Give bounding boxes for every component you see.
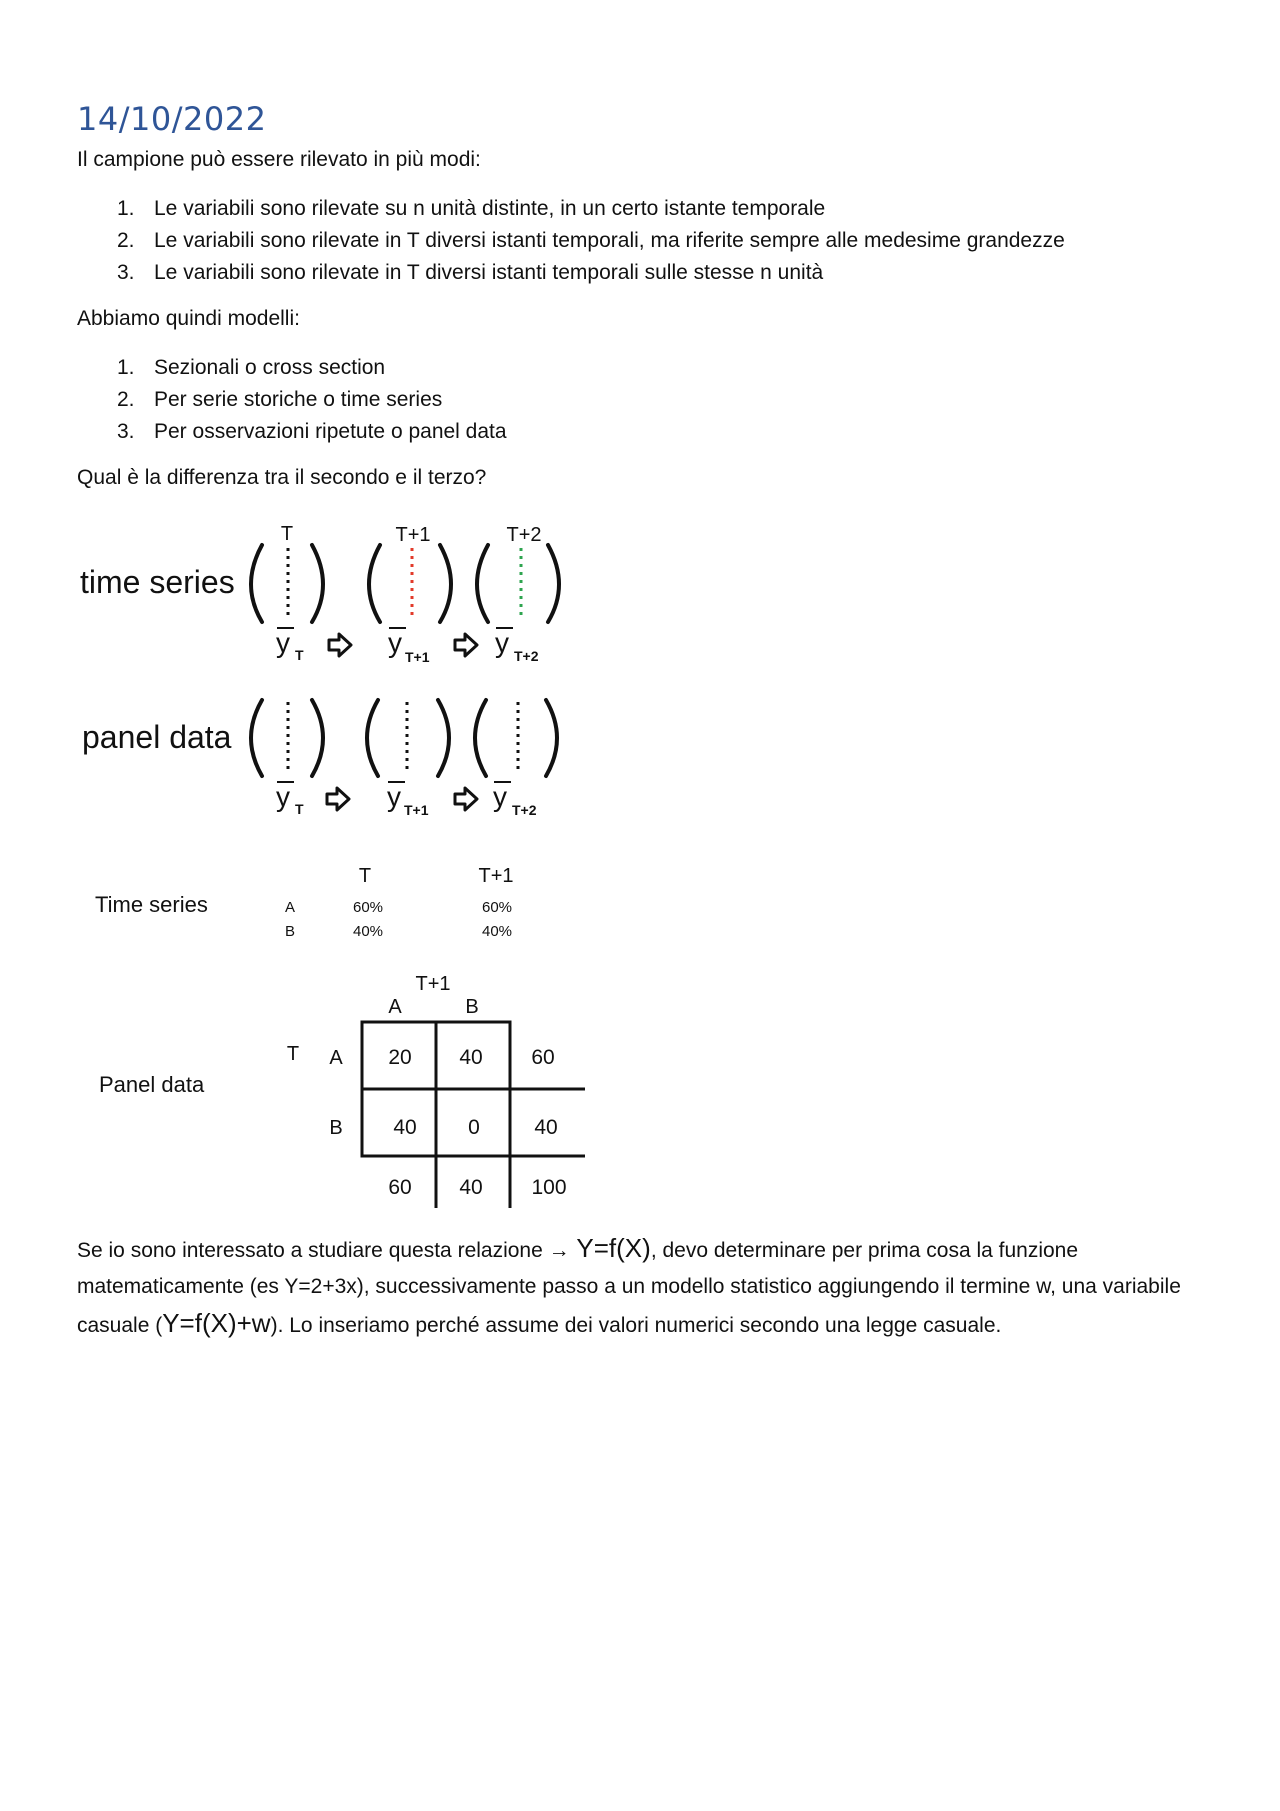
intro-text: Il campione può essere rilevato in più modi:	[77, 148, 481, 171]
models-intro: Abbiamo quindi modelli:	[77, 307, 300, 330]
y-letter: y	[493, 781, 507, 812]
arrow-icon	[455, 788, 477, 810]
ts-cell: 60%	[352, 899, 384, 916]
arrow-icon	[327, 788, 349, 810]
formula-text: Y=f(X)	[569, 1233, 651, 1263]
y-letter: y	[387, 781, 401, 812]
right-paren	[440, 545, 451, 622]
top-label: T+1	[395, 524, 431, 546]
panel-cell: 60	[531, 1046, 555, 1069]
formula-text: Y=f(X)+w	[162, 1308, 271, 1338]
ts-row-name: A	[284, 899, 296, 916]
arrow-icon	[455, 634, 477, 656]
right-paren	[438, 700, 449, 776]
ts-cell: 60%	[481, 899, 513, 916]
y-subscript: T+2	[512, 802, 537, 818]
panel-col-header-top: T+1	[415, 973, 451, 995]
list-number: 3.	[117, 420, 135, 443]
right-paren	[546, 700, 557, 776]
list-text: Le variabili sono rilevate in T diversi istanti temporali sulle stesse n unità	[154, 261, 824, 284]
paragraph-text: , devo determinare per prima cosa la funzione matematicamente (es Y=2+3x), successivamente passo a un modello statistico aggiungendo il termine w, una variabile casuale (	[77, 1239, 1181, 1337]
ts-table-label: Time series	[95, 892, 208, 917]
right-paren	[312, 545, 323, 622]
panel-brackets	[251, 700, 557, 776]
y-letter: y	[276, 781, 290, 812]
time-series-brackets	[251, 545, 559, 622]
y-letter: y	[388, 627, 402, 658]
y-subscript: T+1	[405, 649, 430, 665]
list-number: 1.	[117, 356, 135, 379]
ts-header: T+1	[478, 865, 514, 887]
y-letter: y	[495, 627, 509, 658]
list-text: Le variabili sono rilevate su n unità distinte, in un certo istante temporale	[154, 197, 826, 220]
y-subscript: T+2	[514, 648, 539, 664]
paragraph-text: Se io sono interessato a studiare questa relazione	[77, 1239, 549, 1262]
left-paren	[475, 700, 486, 776]
y-subscript: T	[295, 647, 304, 663]
list-number: 2.	[117, 388, 135, 411]
ts-header: T	[358, 865, 372, 887]
time-series-label: time series	[80, 564, 235, 600]
arrow-glyph: →	[548, 1239, 570, 1262]
panel-row-header: T	[286, 1043, 300, 1065]
panel-table-label: Panel data	[99, 1072, 205, 1097]
question-text: Qual è la differenza tra il secondo e il terzo?	[77, 466, 487, 489]
top-label: T+2	[506, 524, 542, 546]
panel-cell: 0	[468, 1116, 480, 1139]
left-paren	[369, 545, 380, 622]
left-paren	[251, 700, 262, 776]
list-text: Per osservazioni ripetute o panel data	[154, 420, 507, 443]
relation-paragraph	[77, 1230, 1207, 1344]
panel-total: 100	[531, 1176, 567, 1199]
left-paren	[367, 700, 378, 776]
arrow-icon	[329, 634, 351, 656]
list-number: 1.	[117, 197, 135, 220]
paragraph-text: ). Lo inseriamo perché assume dei valori numerici secondo una legge casuale.	[270, 1314, 1002, 1337]
time-series-means	[276, 627, 539, 665]
list-number: 2.	[117, 229, 135, 252]
panel-row-name: B	[329, 1117, 343, 1139]
panel-cell: 20	[388, 1046, 412, 1069]
panel-row-name: A	[329, 1047, 343, 1069]
y-subscript: T+1	[404, 802, 429, 818]
right-paren	[312, 700, 323, 776]
left-paren	[477, 545, 488, 622]
panel-means	[276, 781, 537, 818]
panel-col-header: A	[388, 996, 402, 1018]
panel-cell: 40	[534, 1116, 558, 1139]
panel-col-header: B	[465, 996, 479, 1018]
ts-row-name: B	[284, 923, 296, 940]
list-number: 3.	[117, 261, 135, 284]
left-paren	[251, 545, 262, 622]
y-subscript: T	[295, 801, 304, 817]
panel-data-label: panel data	[82, 719, 232, 755]
list-text: Per serie storiche o time series	[154, 388, 443, 411]
ts-cell: 40%	[352, 923, 384, 940]
ts-cell: 40%	[481, 923, 513, 940]
list-text: Le variabili sono rilevate in T diversi istanti temporali, ma riferite sempre alle medesime grandezze	[154, 229, 1065, 252]
panel-total: 60	[388, 1176, 412, 1199]
date-heading: 14/10/2022	[77, 100, 267, 138]
panel-cell: 40	[459, 1046, 483, 1069]
top-label: T	[280, 523, 294, 545]
list-text: Sezionali o cross section	[154, 356, 386, 379]
y-letter: y	[276, 627, 290, 658]
panel-cell: 40	[393, 1116, 417, 1139]
panel-total: 40	[459, 1176, 483, 1199]
right-paren	[548, 545, 559, 622]
